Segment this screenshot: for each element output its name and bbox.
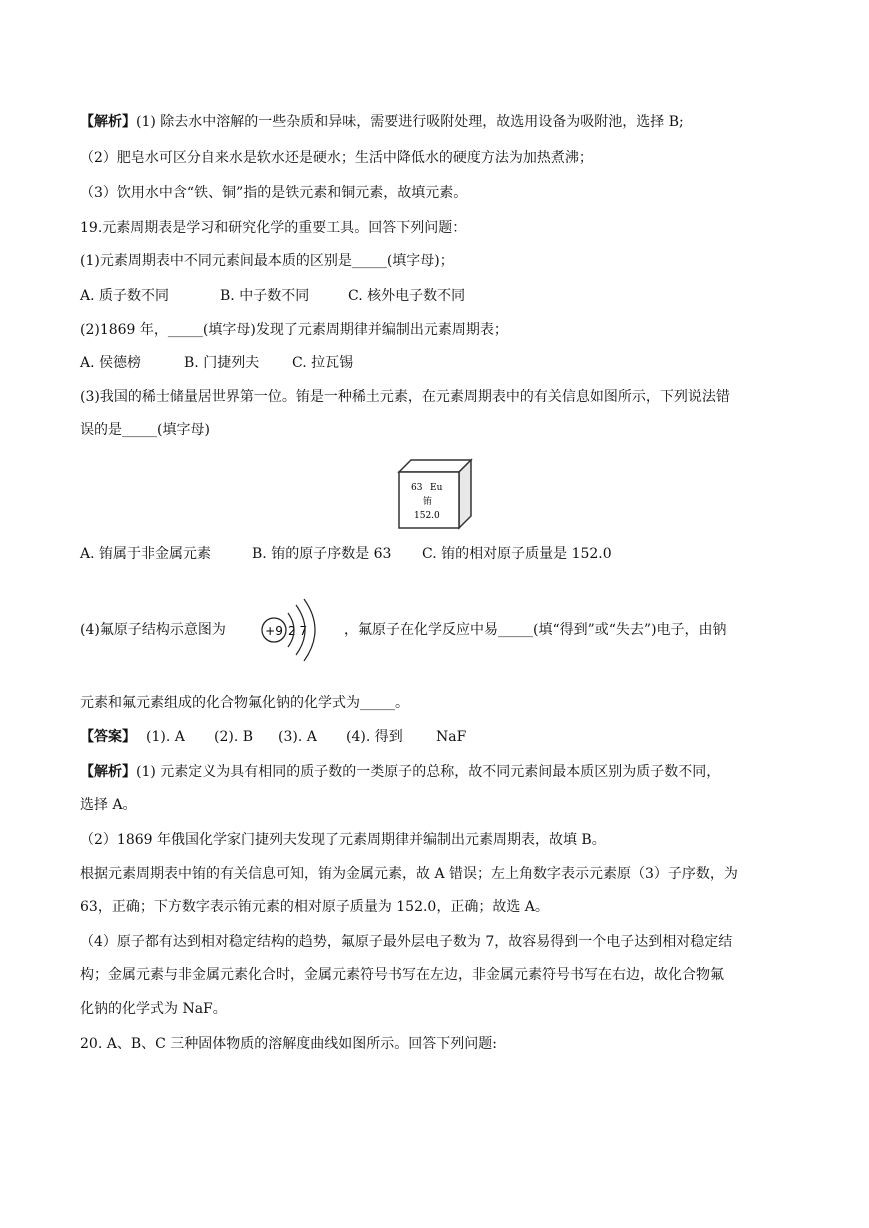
answer-item: (4). 得到 — [346, 729, 403, 745]
analysis-line: 化钠的化学式为 NaF。 — [80, 1001, 227, 1017]
option: C. 铕的相对原子质量是 152.0 — [422, 546, 612, 562]
analysis-line: 根据元素周期表中铕的有关信息可知，铕为金属元素，故 A 错误；左上角数字表示元素原（3）子序数，为 — [80, 866, 738, 882]
option: B. 铕的原子序数是 63 — [252, 546, 392, 562]
analysis-line: 构；金属元素与非金属元素化合时，金属元素符号书写在左边，非金属元素符号书写在右边，故化合物氟 — [80, 967, 724, 983]
answer-item: (1). A — [146, 729, 185, 745]
fluorine-atom-diagram — [258, 597, 328, 663]
question-part: (2)1869 年，_____(填字母)发现了元素周期律并编制出元素周期表； — [80, 322, 508, 338]
analysis-text: (1) 元素定义为具有相同的质子数的一类原子的总称，故不同元素间最本质区别为质子数不同， — [136, 764, 721, 780]
analysis-label: 【解析】 — [80, 114, 136, 130]
element-symbol: Eu — [430, 483, 443, 493]
analysis-label: 【解析】 — [80, 764, 136, 780]
option: A. 铕属于非金属元素 — [80, 546, 212, 562]
element-mass: 152.0 — [414, 511, 440, 521]
element-number: 63 — [411, 483, 423, 493]
question-part: 误的是_____(填字母) — [80, 422, 210, 438]
analysis-line — [80, 762, 720, 782]
analysis-line: （4）原子都有达到相对稳定结构的趋势，氟原子最外层电子数为 7，故容易得到一个电子达到相对稳定结 — [80, 934, 733, 950]
question-stem: 19.元素周期表是学习和研究化学的重要工具。回答下列问题： — [80, 220, 467, 236]
answer-item: (3). A — [278, 729, 317, 745]
element-cube-figure — [397, 458, 473, 530]
analysis-line — [80, 112, 684, 132]
option: C. 核外电子数不同 — [348, 288, 466, 304]
electron-shells: 2 7 — [288, 624, 308, 638]
option: A. 质子数不同 — [80, 288, 170, 304]
question-part: ，氟原子在化学反应中易_____(填“得到”或“失去”)电子，由钠 — [344, 622, 727, 638]
question-part: (4)氟原子结构示意图为 — [80, 622, 226, 638]
options-row — [80, 353, 353, 373]
option: B. 门捷列夫 — [184, 355, 260, 371]
option: B. 中子数不同 — [220, 288, 310, 304]
option: C. 拉瓦锡 — [292, 355, 354, 371]
options-row — [80, 544, 612, 564]
analysis-line: 63，正确；下方数字表示铕元素的相对原子质量为 152.0，正确；故选 A。 — [80, 899, 549, 915]
analysis-line: （2）肥皂水可区分自来水是软水还是硬水；生活中降低水的硬度方法为加热煮沸； — [80, 150, 593, 166]
analysis-line: 选择 A。 — [80, 797, 137, 813]
question-part: (3)我国的稀士储量居世界第一位。铕是一种稀土元素，在元素周期表中的有关信息如图所示，下列说法错 — [80, 389, 730, 405]
analysis-line: （3）饮用水中含“铁、铜”指的是铁元素和铜元素，故填元素。 — [80, 185, 468, 201]
answer-item: NaF — [436, 729, 467, 745]
answer-item: (2). B — [214, 729, 254, 745]
question-part: 元素和氟元素组成的化合物氟化钠的化学式为_____。 — [80, 695, 409, 711]
option: A. 侯德榜 — [80, 355, 142, 371]
analysis-line: （2）1869 年俄国化学家门捷列夫发现了元素周期律并编制出元素周期表，故填 B。 — [80, 832, 606, 848]
answer-label: 【答案】 — [80, 729, 136, 745]
analysis-text: (1) 除去水中溶解的一些杂质和异味，需要进行吸附处理，故选用设备为吸附池，选择 B; — [136, 114, 684, 130]
nucleus-charge: +9 — [265, 624, 283, 638]
options-row — [80, 286, 465, 306]
question-stem: 20. A、B、C 三种固体物质的溶解度曲线如图所示。回答下列问题: — [80, 1036, 497, 1052]
answer-line — [80, 727, 466, 747]
question-part: (1)元素周期表中不同元素间最本质的区别是_____(填字母)； — [80, 253, 454, 269]
element-name: 铕 — [423, 497, 433, 507]
